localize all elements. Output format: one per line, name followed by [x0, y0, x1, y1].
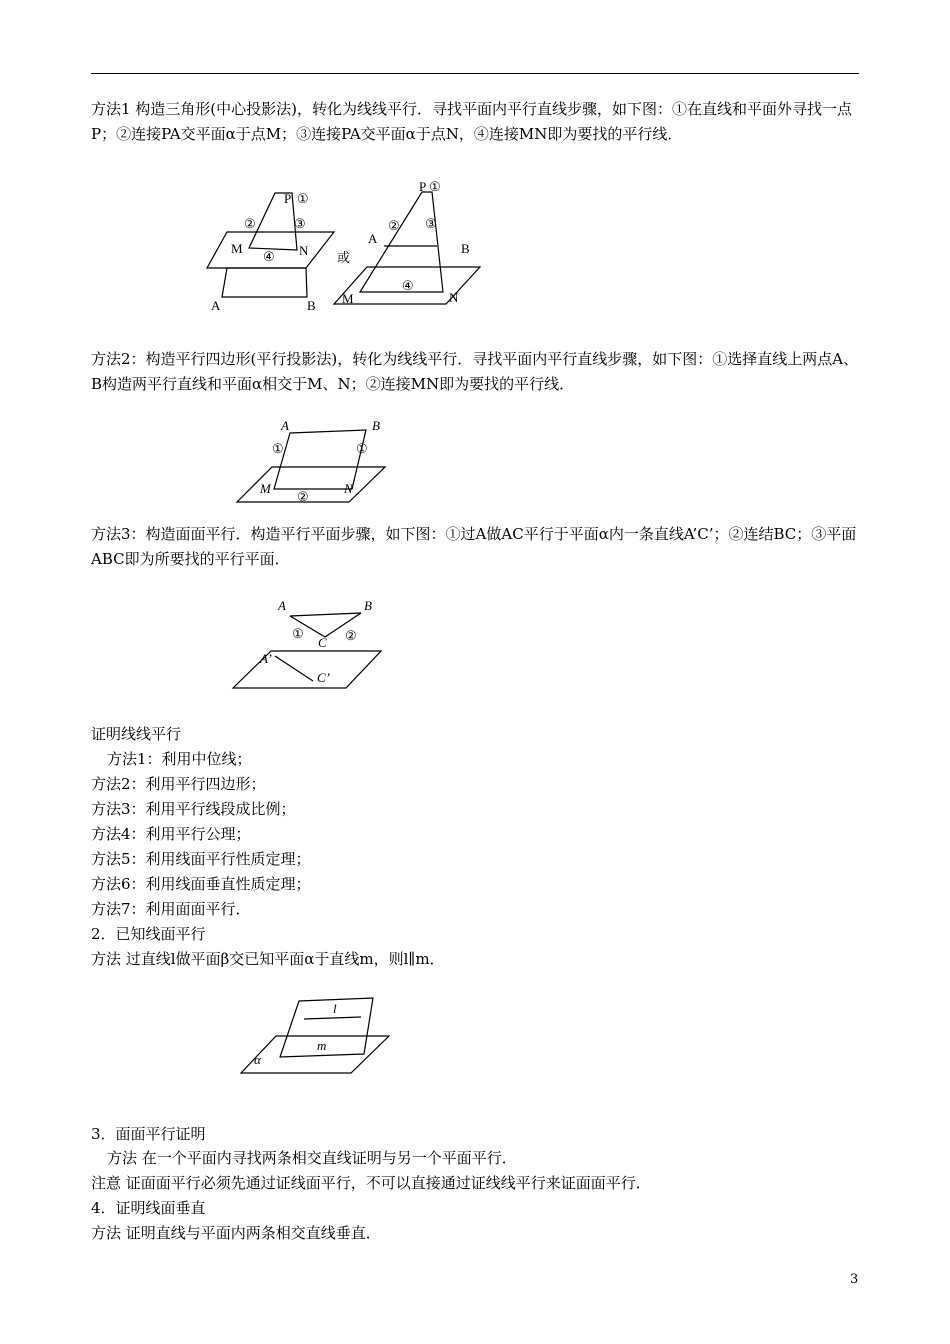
section2-method: 方法 过直线l做平面β交已知平面α于直线m，则l∥m． [91, 950, 445, 968]
section4-title: 4．证明线面垂直 [91, 1199, 206, 1217]
label-M: M [260, 481, 271, 496]
label-l: l [333, 1001, 337, 1016]
circle-1: ① [297, 191, 309, 206]
method2-paragraph: 方法2：构造平行四边形(平行投影法)，转化为线线平行．寻找平面内平行直线步骤，如下图：①选择直线上两点A、B构造两平行直线和平面α相交于M、N；②连接MN即为要找的平行线． [91, 350, 859, 393]
circle-2: ② [244, 216, 256, 231]
label-A2: A [368, 231, 378, 246]
label-or: 或 [337, 250, 351, 265]
label-alpha: α [254, 1052, 261, 1067]
label-A: A [281, 418, 289, 433]
circle-4b: ④ [402, 278, 414, 293]
figure-parallel-projection [230, 410, 400, 510]
section3-method: 方法 在一个平面内寻找两条相交直线证明与另一个平面平行． [107, 1149, 517, 1167]
label-N: N [299, 243, 309, 258]
circle-2b: ② [388, 218, 400, 233]
label-N: N [344, 481, 353, 496]
circle-2: ② [297, 489, 309, 504]
circle-2: ② [345, 628, 357, 643]
section3-note: 注意 证面面平行必须先通过证线面平行，不可以直接通过证线线平行来证面面平行． [91, 1174, 651, 1192]
list-item: 方法7：利用面面平行． [91, 900, 251, 918]
label-N2: N [449, 290, 459, 305]
circle-3: ③ [294, 216, 306, 231]
label-M2: M [342, 291, 354, 306]
label-A: A [278, 598, 286, 613]
method3-paragraph: 方法3：构造面面平行．构造平行平面步骤，如下图：①过A做AC平行于平面α内一条直线A’C’；②连结BC；③平面ABC即为所要找的平行平面． [91, 525, 857, 568]
circle-1-left: ① [272, 441, 284, 456]
label-B: B [307, 298, 316, 313]
circle-4: ④ [263, 249, 275, 264]
list-item: 方法6：利用线面垂直性质定理； [91, 875, 311, 893]
label-A: A [211, 298, 221, 313]
method1-paragraph: 方法1 构造三角形(中心投影法)，转化为线线平行．寻找平面内平行直线步骤，如下图：①在直线和平面外寻找一点P；②连接PA交平面α于点M；③连接PA交平面α于点N，④连接MN即为要找的平行线． [91, 100, 853, 143]
circle-3b: ③ [425, 216, 437, 231]
label-B2: B [461, 241, 470, 256]
label-B: B [372, 418, 380, 433]
label-P: P [284, 191, 292, 206]
figure-line-plane [235, 990, 395, 1080]
list-item: 方法2：利用平行四边形； [91, 775, 266, 793]
page-number: 3 [850, 1272, 859, 1287]
label-P2: P [419, 179, 427, 194]
label-A-prime: A’ [260, 651, 272, 666]
section4-method: 方法 证明直线与平面内两条相交直线垂直． [91, 1224, 381, 1242]
label-C-prime: C’ [317, 670, 330, 685]
label-C: C [318, 635, 327, 650]
section2-title: 2．已知线面平行 [91, 925, 206, 943]
figure-plane-parallel [225, 595, 390, 695]
label-B: B [364, 598, 372, 613]
list-item: 方法1：利用中位线； [107, 750, 252, 768]
label-M: M [231, 241, 243, 256]
section3-title: 3．面面平行证明 [91, 1125, 206, 1143]
circle-1: ① [292, 626, 304, 641]
label-m: m [317, 1038, 327, 1053]
section1-title: 证明线线平行 [91, 725, 182, 743]
header-rule [91, 73, 859, 74]
list-item: 方法4：利用平行公理； [91, 825, 251, 843]
circle-1b: ① [429, 179, 441, 194]
list-item: 方法5：利用线面平行性质定理； [91, 850, 311, 868]
list-item: 方法3：利用平行线段成比例； [91, 800, 296, 818]
figure-central-projection [200, 170, 500, 320]
circle-1-right: ① [356, 441, 368, 456]
